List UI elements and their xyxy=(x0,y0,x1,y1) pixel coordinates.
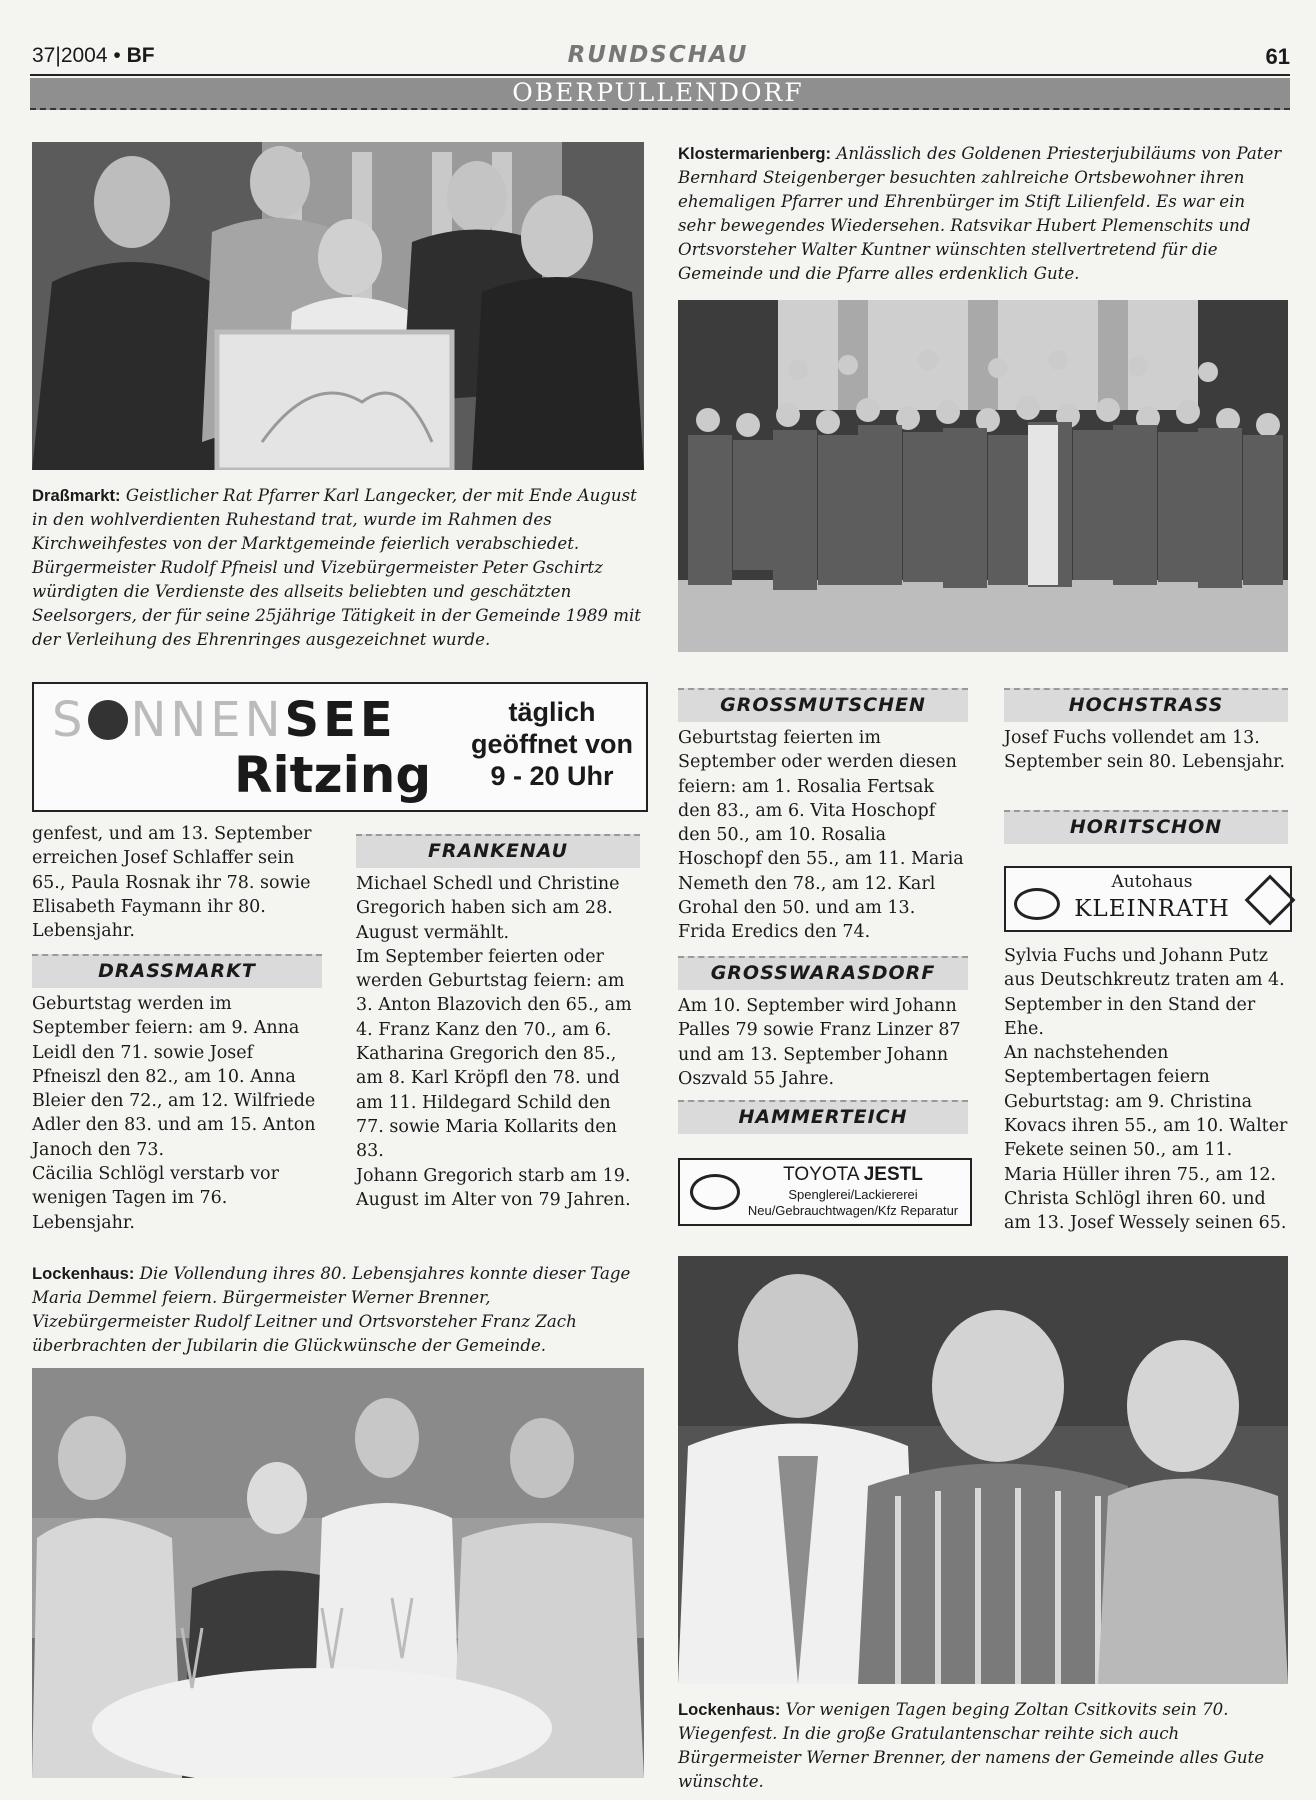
sonnensee-hours: täglich geöffnet von 9 - 20 Uhr xyxy=(471,697,633,791)
horitschon-text: Sylvia Fuchs und Johann Putz aus Deutschkreutz traten am 4. September in den Stand der Ehe. An nachstehenden Septembertagen feiern Geburtstag: am 9. Christina Kovacs ihren 55., am 10. Walter Fekete seinen 50., am 11. Maria Hüller ihren 75., am 12. Christa Schlögl ihren 60. und am 13. Josef Wessely seinen 65. xyxy=(1004,946,1288,1234)
sonnensee-wordmark: S NNENSEE xyxy=(52,692,397,748)
mazda-logo-icon xyxy=(1014,888,1060,920)
page-number: 61 xyxy=(1265,44,1290,69)
section-title-horitschon: HORITSCHON xyxy=(1004,810,1288,844)
section-title-drassmarkt: DRASSMARKT xyxy=(32,954,322,988)
sun-icon xyxy=(88,700,128,740)
autohaus-label: Autohaus xyxy=(1111,872,1193,892)
caption-lockenhaus-csitkovits: Lockenhaus: Vor wenigen Tagen beging Zoltan Csitkovits sein 70. Wiegenfest. In die große Gratulantenschar reihte sich auch Bürgermeister Werner Brenner, der namens der Gemeinde alles Gute wünschte. xyxy=(678,1700,1265,1791)
grosswarasdorf-text: Am 10. September wird Johann Palles 79 sowie Franz Linzer 87 und am 13. September Johann Oszvald 55 Jahre. xyxy=(678,996,961,1089)
drassmarkt-text: Geburtstag werden im September feiern: am 9. Anna Leidl den 71. sowie Josef Pfneiszl den 82., am 10. Anna Bleier den 72., am 12. Wilfriede Adler den 83. und am 15. Anton Janoch den 73. Cäcilia Schlögl verstarb vor wenigen Tagen im 76. Lebensjahr. xyxy=(32,994,316,1233)
toyota-dealer: JESTL xyxy=(863,1164,923,1185)
section-title-grosswarasdorf: GROSSWARASDORF xyxy=(678,956,968,990)
ad-toyota-jestl xyxy=(678,1158,972,1226)
page-title: RUNDSCHAU xyxy=(567,42,749,68)
ad-autohaus-kleinrath xyxy=(1004,866,1292,932)
region-label: OBERPULLENDORF xyxy=(512,78,804,107)
sonnensee-town: Ritzing xyxy=(234,746,432,804)
issue-number: 37|2004 • BF xyxy=(32,44,155,67)
caption-drassmarkt: Draßmarkt: Geistlicher Rat Pfarrer Karl Langecker, der mit Ende August in den wohlverdienten Ruhestand trat, wurde im Rahmen des Kirchweihfestes von der Marktgemeinde feierlich verabschiedet. Bürgermeister Rudolf Pfneisl und Vizebürgermeister Peter Gschirtz würdigten die Verdienste des allseits beliebten und geschätzten Seelsorgers, der für seine 25jährige Tätigkeit in der Gemeinde 1989 mit der Verleihung des Ehrenringes ausgezeichnet wurde. xyxy=(32,486,641,649)
paper-abbrev: BF xyxy=(126,44,155,67)
ad-sonnensee xyxy=(32,682,648,812)
toyota-brand: TOYOTA xyxy=(783,1164,859,1185)
autohaus-name: KLEINRATH xyxy=(1074,896,1230,922)
photo-lockenhaus-demmel xyxy=(32,1368,644,1778)
section-title-frankenau: FRANKENAU xyxy=(356,834,640,868)
photo-lockenhaus-csitkovits xyxy=(678,1256,1288,1684)
grossmutschen-text: Geburtstag feierten im September oder werden diesen feiern: am 1. Rosalia Fertsak den 83., am 6. Vita Hoschopf den 50., am 10. Rosalia Hoschopf den 55., am 11. Maria Nemeth den 78., am 12. Karl Grohal den 50. und am 13. Frida Eredics den 74. xyxy=(678,728,964,943)
section-title-hochstrass: HOCHSTRASS xyxy=(1004,688,1288,722)
photo-klostermarienberg xyxy=(678,300,1288,652)
toyota-services-2: Neu/Gebrauchtwagen/Kfz Reparatur xyxy=(747,1203,959,1218)
frankenau-text: Michael Schedl und Christine Gregorich haben sich am 28. August vermählt. Im September feierten oder werden Geburtstag feiern: am 3. Anton Blazovich den 65., am 4. Franz Kanz den 70., am 6. Katharina Gregorich den 85., am 8. Karl Kröpfl den 78. und am 11. Hildegard Schild den 77. sowie Maria Kollarits den 83. Johann Gregorich starb am 19. August im Alter von 79 Jahren. xyxy=(356,874,632,1210)
hochstrass-text: Josef Fuchs vollendet am 13. September sein 80. Lebensjahr. xyxy=(1004,728,1286,773)
toyota-services: Spenglerei/Lackiererei xyxy=(788,1187,918,1202)
renault-logo-icon xyxy=(1245,875,1296,926)
caption-lockenhaus-demmel: Lockenhaus: Die Vollendung ihres 80. Lebensjahres konnte dieser Tage Maria Demmel feiern. Bürgermeister Werner Brenner, Vizebürgermeister Rudolf Leitner und Ortsvorsteher Franz Zach überbrachten der Jubilarin die Glückwünsche der Gemeinde. xyxy=(32,1264,631,1355)
col1-continuation: genfest, und am 13. September erreichen Josef Schlaffer sein 65., Paula Rosnak ihr 78. sowie Elisabeth Faymann ihr 80. Lebensjahr. xyxy=(32,824,312,942)
header-rule xyxy=(30,74,1290,76)
section-title-hammerteich: HAMMERTEICH xyxy=(678,1100,968,1134)
photo-drassmarkt xyxy=(32,142,644,470)
toyota-logo-icon xyxy=(690,1174,740,1210)
caption-klostermarienberg: Klostermarienberg: Anlässlich des Goldenen Priesterjubiläums von Pater Bernhard Steigenberger besuchten zahlreiche Ortsbewohner ihren ehemaligen Pfarrer und Ehrenbürger im Stift Lilienfeld. Es war ein sehr bewegendes Wiedersehen. Ratsvikar Hubert Plemenschits und Ortsvorsteher Walter Kuntner wünschten stellvertretend für die Gemeinde und die Pfarre alles erdenklich Gute. xyxy=(678,144,1282,283)
section-title-grossmutschen: GROSSMUTSCHEN xyxy=(678,688,968,722)
